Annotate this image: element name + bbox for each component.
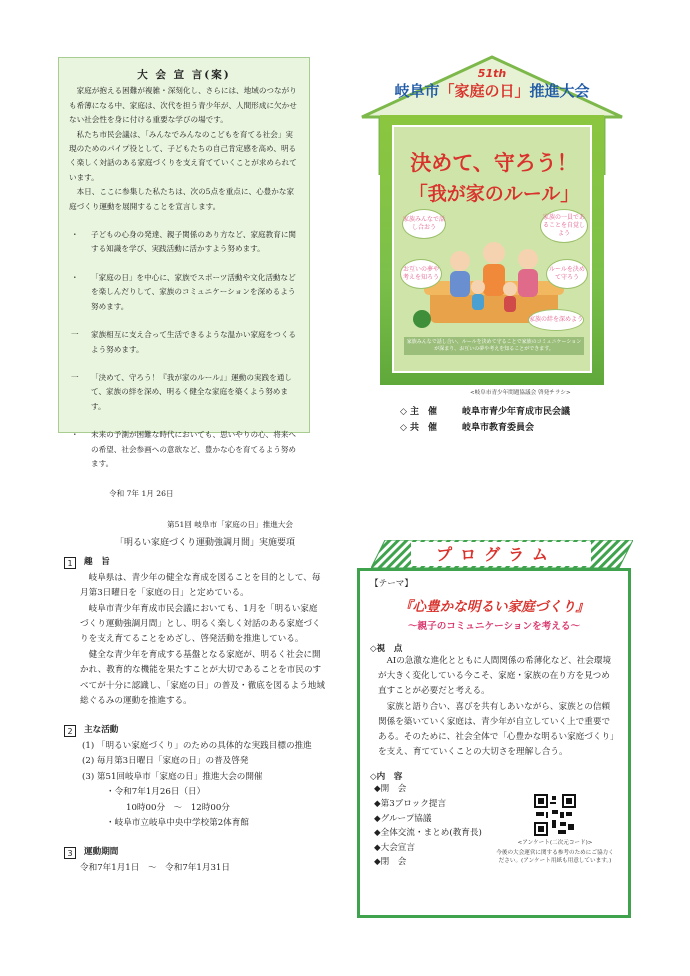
- declaration-title: 大 会 宣 言(案): [137, 69, 231, 81]
- item-text: 子どもの心身の発達、親子関係のあり方など、家庭教育に関する知識を学び、実践活動に活かすよう努めます。: [91, 230, 297, 254]
- viewpoint-label: ◇視 点: [370, 644, 403, 654]
- program-item: ◆大会宣言: [374, 842, 415, 853]
- section-number: 3: [64, 847, 76, 859]
- program-item: ◆閉 会: [374, 857, 407, 868]
- item-text: 「決めて、守ろう！『我が家のルール』」運動の実践を通して、家族の絆を深め、明るく健全な家庭を築くよう努めます。: [91, 372, 292, 411]
- section-heading: [64, 845, 326, 860]
- activity-time: 10時00分 ～ 12時00分: [126, 802, 230, 813]
- hosts-list: [400, 404, 570, 436]
- edition-label: 51th: [477, 67, 507, 80]
- item-bullet: ・: [71, 272, 79, 282]
- item-bullet: ・: [71, 230, 79, 240]
- speech-bubble: 家族みんなで話し合おう: [402, 209, 446, 239]
- host-value: 岐阜市教育委員会: [462, 423, 535, 433]
- host-row: [400, 404, 570, 420]
- qr-note: 今後の大会運営に関する参考のためにご協力ください。(アンケート用紙も用意しています。): [496, 850, 614, 864]
- activity-venue: ・岐阜市立岐阜中央中学校第2体育館: [106, 817, 249, 828]
- program-item: ◆全体交流・まとめ(教育長): [374, 828, 482, 839]
- activity-item: (3) 第51回岐阜市「家庭の日」推進大会の開催: [82, 771, 263, 782]
- campaign-period: 令和7年1月1日 ～ 令和7年1月31日: [80, 862, 230, 873]
- declaration-paragraph: 本日、ここに参集した私たちは、次の5点を重点に、心豊かな家庭づくり運動を展開することを宣言します。: [69, 187, 295, 211]
- family-illustration: [400, 209, 588, 334]
- declaration-item: [69, 428, 299, 471]
- item-bullet: 一: [71, 372, 79, 382]
- item-text: 未来の予測が困難な時代においても、思いやりの心、将来への希望、社会参画への意欲など、豊かな心を育てるよう努めます。: [91, 430, 297, 468]
- declaration-date: 令和 7年 1月 26日: [109, 489, 174, 499]
- declaration-item: [69, 371, 299, 414]
- host-row: [400, 420, 570, 436]
- outline-paragraph: 健全な青少年を育成する基盤となる家庭が、明るく社会に開かれ、教育的な機能を果たすことが大切であることを市民のすべてが十分に認識し、「家庭の日」の普及・徹底を図るよう地域総ぐるみの運動を推進する。: [80, 649, 325, 707]
- theme-main: 『心豊かな明るい家庭づくり』: [398, 599, 590, 615]
- program-item: ◆グループ協議: [374, 813, 432, 824]
- declaration-signature: 第51回 岐阜市「家庭の日」推進大会: [167, 519, 293, 529]
- activity-detail: [82, 785, 326, 831]
- flyer-note: 家族みんなで話し合い、ルールを決めて守ることで家族のコミュニケーションが深まり、お互いの夢や考えを知ることができます。: [404, 337, 584, 355]
- declaration-item: [69, 271, 299, 314]
- section-heading: [64, 555, 326, 570]
- program-box: [357, 540, 633, 920]
- theme-subtitle: ～親子のコミュニケーションを考える～: [407, 621, 581, 632]
- section-number: 2: [64, 725, 76, 737]
- program-item: ◆第3ブロック提言: [374, 799, 447, 810]
- declaration-item: [69, 228, 299, 257]
- host-label: ◇ 主 催: [400, 407, 438, 417]
- section-heading: [64, 723, 326, 738]
- program-item: ◆開 会: [374, 784, 407, 795]
- flyer-body: [380, 115, 604, 385]
- viewpoint-paragraph: AIの急激な進化とともに人間関係の希薄化など、社会環境が大きく変化している今こそ、家庭・家族の在り方を見つめ直すことが必要だと考える。: [378, 656, 612, 697]
- section-title: 趣 旨: [84, 557, 110, 568]
- slogan-line-1: 決めて、守ろう！: [410, 151, 578, 175]
- qr-caption: <アンケート(二次元コード)>: [517, 840, 593, 846]
- flyer-title-prefix: 岐阜市: [394, 82, 440, 100]
- section-title: 主な活動: [84, 725, 119, 736]
- speech-bubble: 家族の一員であることを自覚しよう: [540, 209, 588, 243]
- item-bullet: ・: [71, 430, 79, 440]
- outline-paragraph: 岐阜市青少年育成市民会議においても、1月を「明るい家庭づくり運動強調月間」とし、明るく楽しく対話のある家庭づくりを支え育てることをめざし、啓発活動を推進している。: [80, 603, 321, 645]
- declaration-paragraph: 私たち市民会議は、「みんなでみんなのこどもを育てる社会」実現のためのパイプ役として、子どもたちの自己肯定感を高め、明るく楽しく対話のある家庭づくりを支え育てていくことが求められています。: [69, 129, 297, 182]
- outline-title: 「明るい家庭づくり運動強調月間」実施要項: [114, 538, 295, 548]
- section-number: 1: [64, 557, 76, 569]
- activity-item: (1) 「明るい家庭づくり」のための具体的な実践目標の推進: [82, 740, 312, 751]
- host-value: 岐阜市青少年育成市民会議: [462, 407, 571, 417]
- flyer-title-suffix: 推進大会: [529, 82, 590, 100]
- declaration-paragraph: 家庭が抱える困難が複雑・深刻化し、さらには、地域のつながりも希薄になる中、家庭は、次代を担う青少年が、人間形成に欠かせない社会性を身に付ける重要な学びの場です。: [69, 86, 297, 125]
- activity-item: (2) 毎月第3日曜日「家庭の日」の普及啓発: [82, 756, 249, 767]
- host-label: ◇ 共 催: [400, 423, 438, 433]
- campaign-outline: [64, 536, 326, 876]
- flyer-title: [360, 80, 624, 101]
- activity-date: ・令和7年1月26日（日）: [106, 787, 206, 798]
- slogan-line-2: 「我が家のルール」: [408, 183, 580, 205]
- outline-paragraph: 岐阜県は、青少年の健全な育成を図ることを目的として、毎月第3日曜日を「家庭の日」と定めている。: [80, 572, 321, 599]
- speech-bubble: 家族の絆を深めよう: [528, 309, 584, 331]
- contents-label: ◇内 容: [370, 772, 403, 783]
- qr-area: [495, 794, 615, 865]
- flyer-title-highlight: 「家庭の日」: [439, 82, 530, 100]
- speech-bubble: お互いの夢や考えを知ろう: [400, 259, 442, 289]
- speech-bubble: ルールを決めて守ろう: [546, 259, 588, 289]
- flyer-caption: <岐阜市青少年問題協議会 啓発チラシ>: [470, 390, 571, 396]
- item-text: 「家庭の日」を中心に、家族でスポーツ活動や文化活動などを楽しんだりして、家族のコミュニケーションを深めるよう努めます。: [91, 272, 296, 311]
- qr-code-icon[interactable]: [534, 794, 576, 836]
- declaration-box: [58, 57, 310, 529]
- item-bullet: 一: [71, 330, 79, 340]
- declaration-item: [69, 328, 299, 357]
- program-frame: [357, 568, 631, 918]
- section-title: 運動期間: [84, 847, 119, 858]
- item-text: 家族相互に支え合って生活できるような温かい家庭をつくるよう努めます。: [91, 330, 297, 354]
- viewpoint-paragraph: 家族と語り合い、喜びを共有しあいながら、家族との信頼関係を築いていく家庭は、青少年が自立していく上で重要である。そのために、社会全体で「心豊かな明るい家庭づくり」を支え、育てていくことの大切さを理解し合う。: [378, 701, 615, 758]
- event-flyer: [360, 55, 624, 385]
- theme-label: 【テーマ】: [370, 579, 413, 589]
- flyer-panel: [392, 125, 592, 373]
- program-title: プログラム: [436, 545, 556, 564]
